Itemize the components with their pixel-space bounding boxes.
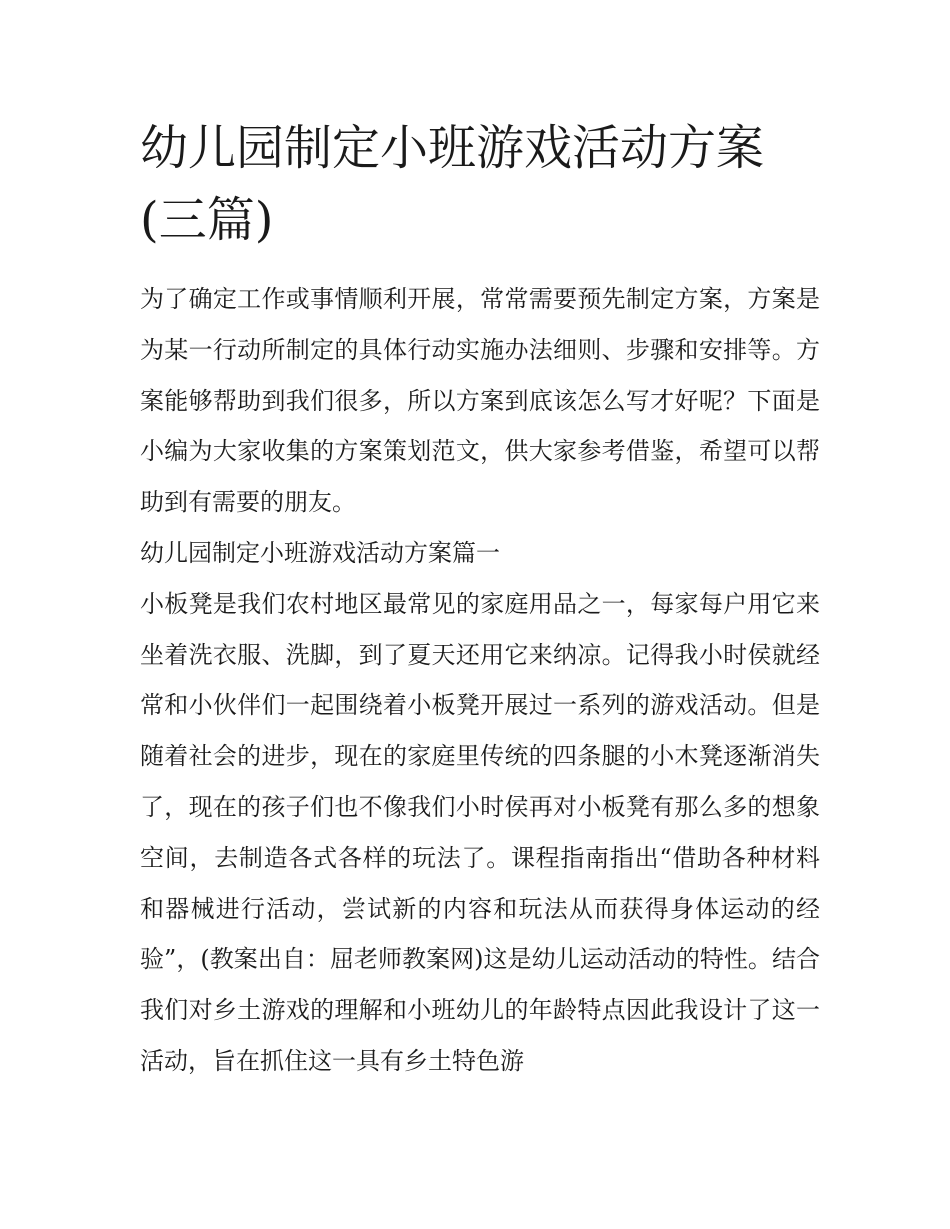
intro-paragraph: 为了确定工作或事情顺利开展，常常需要预先制定方案，方案是为某一行动所制定的具体行动实施办法细则、步骤和安排等。方案能够帮助到我们很多，所以方案到底该怎么写才好呢？下面是小编为大家收集的方案策划范文，供大家参考借鉴，希望可以帮助到有需要的朋友。 [140, 285, 820, 517]
document-content [140, 112, 820, 1087]
section-body-paragraph: 小板凳是我们农村地区最常见的家庭用品之一，每家每户用它来坐着洗衣服、洗脚，到了夏天还用它来纳凉。记得我小时侯就经常和小伙伴们一起围绕着小板凳开展过一系列的游戏活动。但是随着社会的进步，现在的家庭里传统的四条腿的小木凳逐渐消失了，现在的孩子们也不像我们小时侯再对小板凳有那么多的想象空间，去制造各式各样的玩法了。课程指南指出“借助各种材料和器械进行活动，尝试新的内容和玩法从而获得身体运动的经验”，(教案出自：屈老师教案网)这是幼儿运动活动的特性。结合我们对乡土游戏的理解和小班幼儿的年龄特点因此我设计了这一活动，旨在抓住这一具有乡土特色游 [140, 589, 820, 1075]
document-title: 幼儿园制定小班游戏活动方案(三篇) [140, 120, 765, 248]
section-heading: 幼儿园制定小班游戏活动方案篇一 [140, 538, 500, 567]
